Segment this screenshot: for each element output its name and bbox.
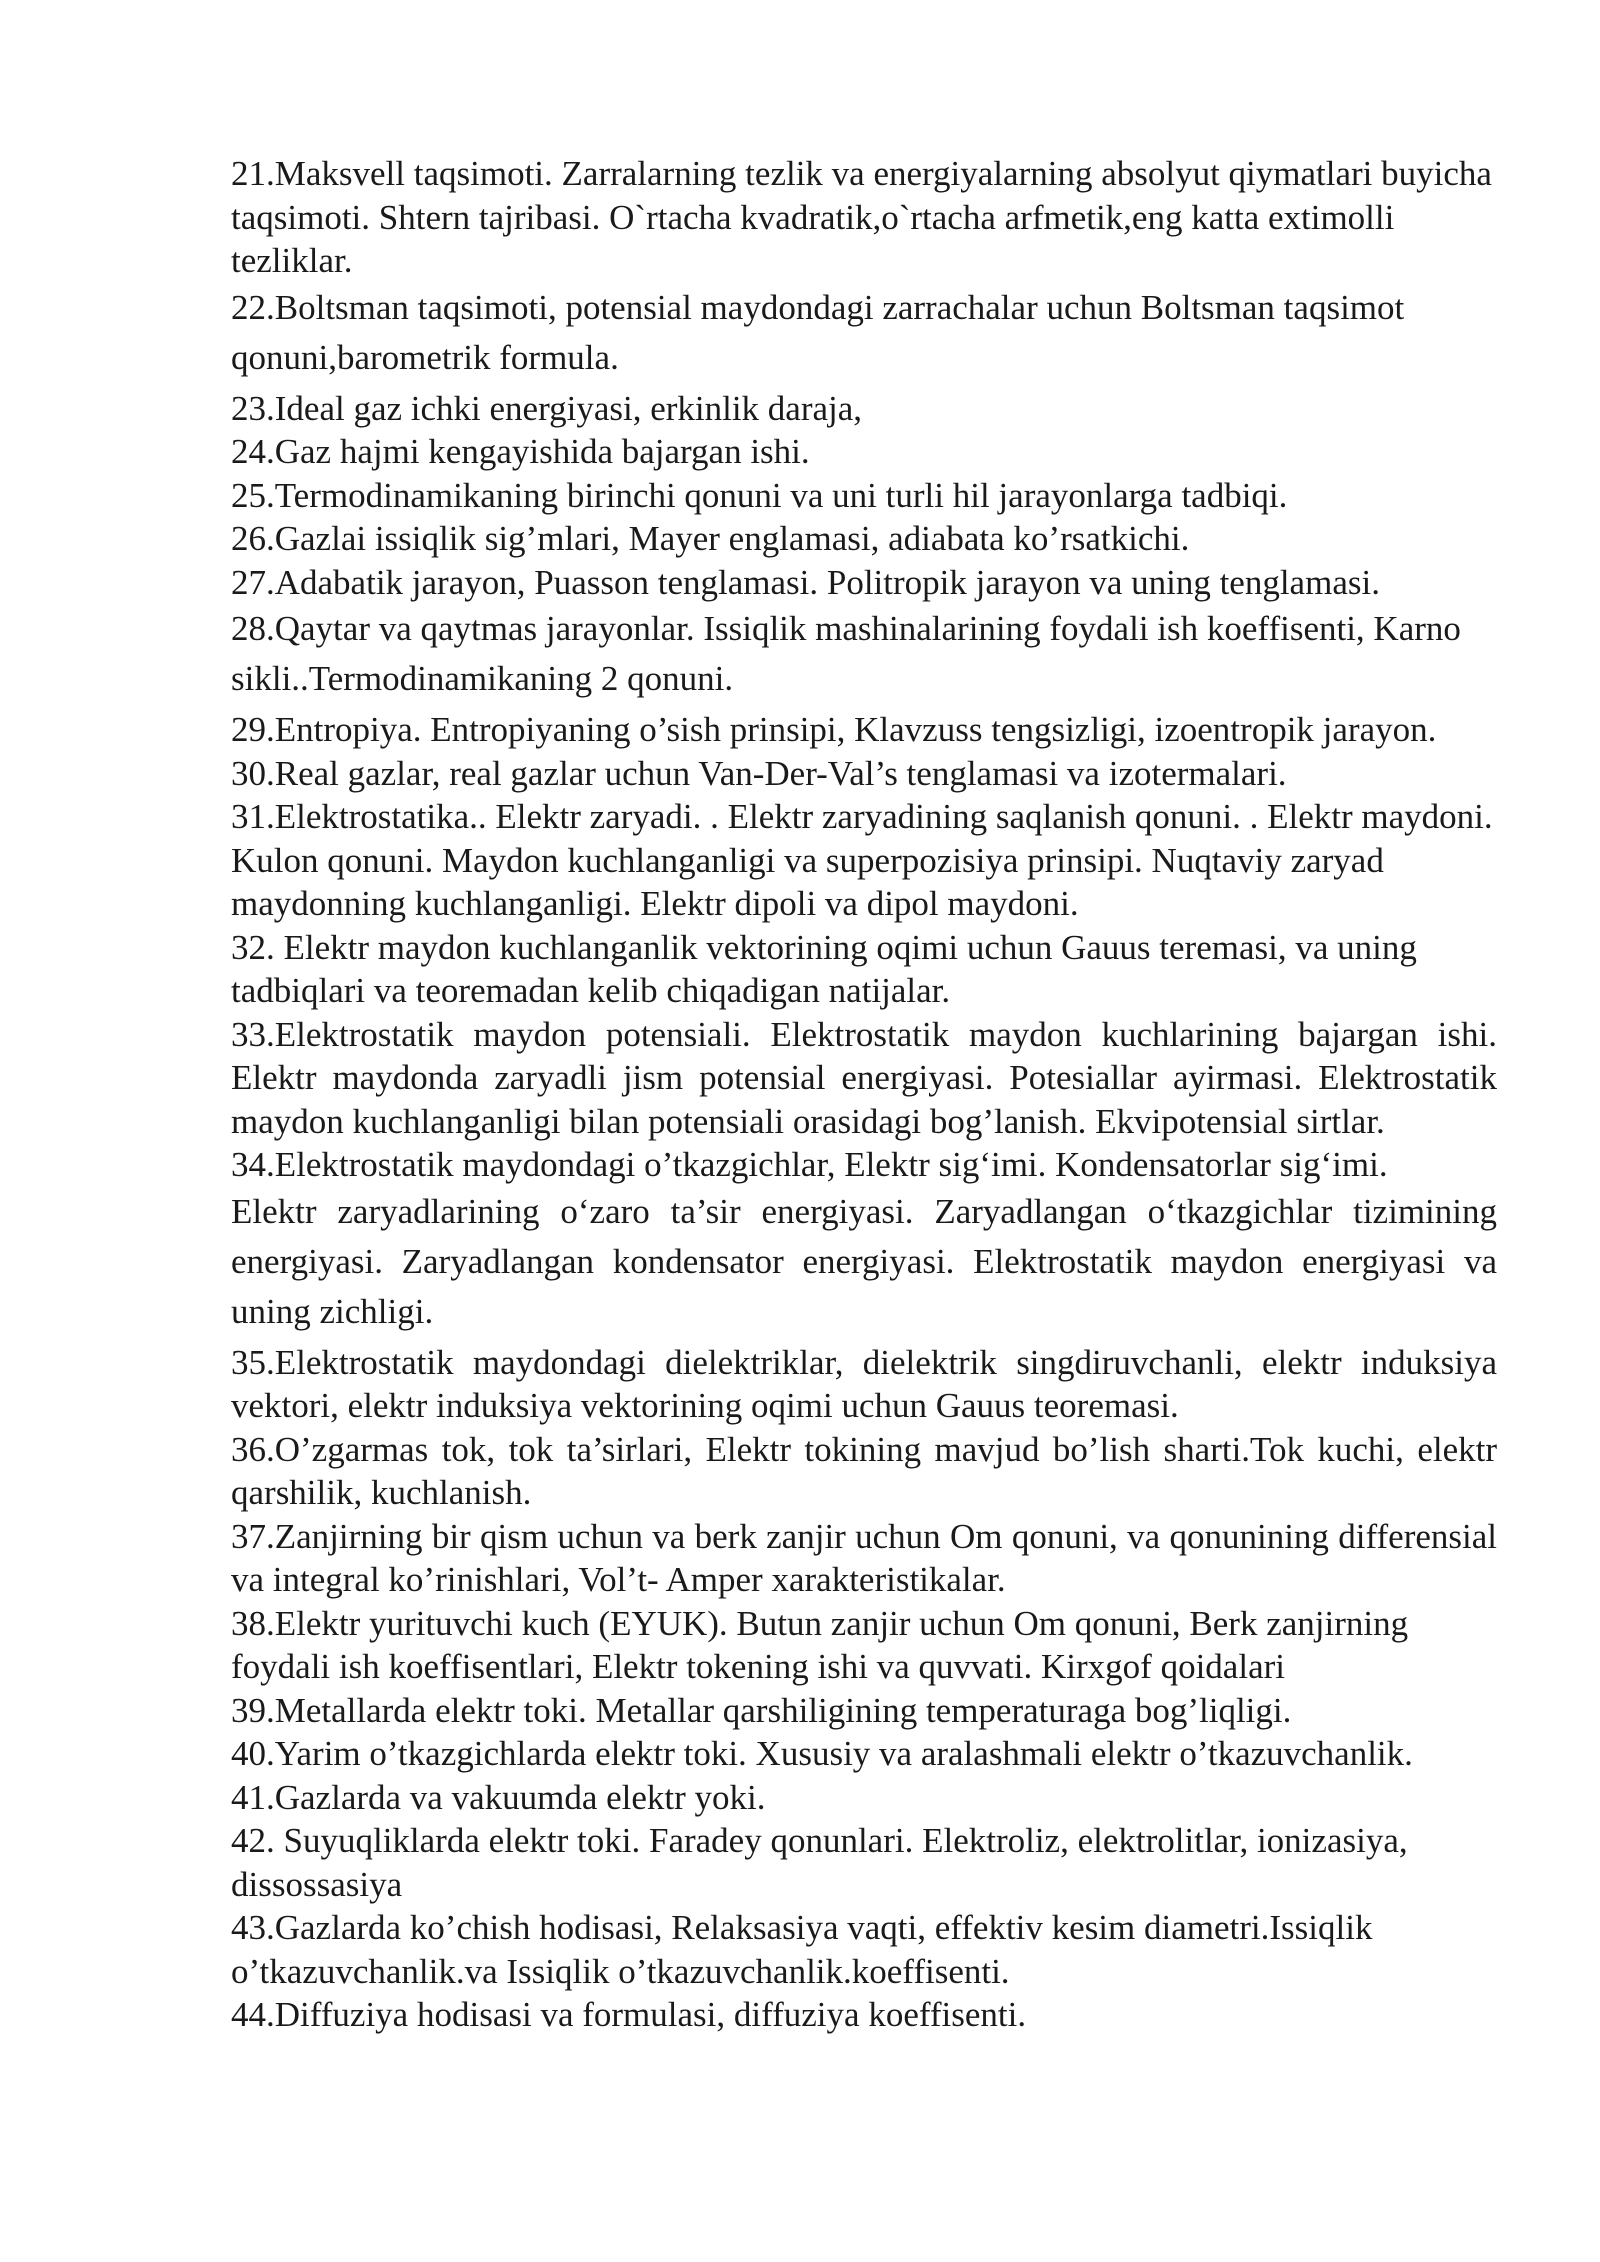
list-item: 23.Ideal gaz ichki energiyasi, erkinlik daraja, bbox=[231, 388, 863, 428]
list-item: 33.Elektrostatik maydon potensiali. Elektrostatik maydon kuchlarining bajargan ishi. Elektr maydonda zaryadli jism potensial energiyasi. Potesiallar ayirmasi. Elektrostatik maydon kuchlanganligi bilan potensiali orasidagi bog’lanish. Ekvipotensial sirtlar. bbox=[231, 1014, 1497, 1141]
list-item: 35.Elektrostatik maydondagi dielektriklar, dielektrik singdiruvchanli, elektr induksiya vektori, elektr induksiya vektorining oqimi uchun Gauus teoremasi. bbox=[231, 1342, 1497, 1425]
list-item: 27.Adabatik jarayon, Puasson tenglamasi. Politropik jarayon va uning tenglamasi. bbox=[231, 562, 1380, 602]
list-item: 39.Metallarda elektr toki. Metallar qarshiligining temperaturaga bog’liqligi. bbox=[231, 1690, 1292, 1730]
list-item: 34.Elektrostatik maydondagi o’tkazgichlar, Elektr sig‘imi. Kondensatorlar sig‘imi. bbox=[231, 1145, 1388, 1184]
list-item: 31.Elektrostatika.. Elektr zaryadi. . Elektr zaryadining saqlanish qonuni. . Elektr maydoni. Kulon qonuni. Maydon kuchlanganligi va superpozisiya prinsipi. Nuqtaviy zaryad maydonning kuchlanganligi. Elektr dipoli va dipol maydoni. bbox=[231, 797, 1493, 923]
list-item: 38.Elektr yurituvchi kuch (EYUK). Butun zanjir uchun Om qonuni, Berk zanjirning foydali ish koeffisentlari, Elektr tokening ishi va quvvati. Kirxgof qoidalari bbox=[231, 1603, 1409, 1686]
list-item: 21.Maksvell taqsimoti. Zarralarning tezlik va energiyalarning absolyut qiymatlari buyicha taqsimoti. Shtern tajribasi. O`rtacha kvadratik,o`rtacha arfmetik,eng katta extimolli tezliklar. bbox=[231, 154, 1492, 280]
list-item: 32. Elektr maydon kuchlanganlik vektorining oqimi uchun Gauus teremasi, va uning tadbiqlari va teoremadan kelib chiqadigan natijalar. bbox=[231, 927, 1417, 1010]
list-item: 41.Gazlarda va vakuumda elektr yoki. bbox=[231, 1777, 766, 1817]
list-item: 22.Boltsman taqsimoti, potensial maydondagi zarrachalar uchun Boltsman taqsimot qonuni,barometrik formula. bbox=[231, 287, 1405, 377]
list-item: 24.Gaz hajmi kengayishida bajargan ishi. bbox=[231, 432, 810, 471]
list-item: 30.Real gazlar, real gazlar uchun Van-Der-Val’s tenglamasi va izotermalari. bbox=[231, 753, 1287, 793]
list-item: 36.O’zgarmas tok, tok ta’sirlari, Elektr tokining mavjud bo’lish sharti.Tok kuchi, elektr qarshilik, kuchlanish. bbox=[231, 1429, 1497, 1512]
list-item: 26.Gazlai issiqlik sig’mlari, Mayer englamasi, adiabata ko’rsatkichi. bbox=[231, 519, 1190, 558]
list-item: 44.Diffuziya hodisasi va formulasi, diffuziya koeffisenti. bbox=[231, 1995, 1027, 2034]
list-item: 29.Entropiya. Entropiyaning o’sish prinsipi, Klavzuss tengsizligi, izoentropik jarayon. bbox=[231, 710, 1437, 749]
list-item: 25.Termodinamikaning birinchi qonuni va uni turli hil jarayonlarga tadbiqi. bbox=[231, 475, 1288, 515]
document-body bbox=[231, 152, 1497, 2037]
list-item: Elektr zaryadlarining o‘zaro ta’sir energiyasi. Zaryadlangan o‘tkazgichlar tizimining energiyasi. Zaryadlangan kondensator energiyasi. Elektrostatik maydon energiyasi va uning zichligi. bbox=[231, 1191, 1497, 1331]
list-item: 43.Gazlarda ko’chish hodisasi, Relaksasiya vaqti, effektiv kesim diametri.Issiqlik o’tkazuvchanlik.va Issiqlik o’tkazuvchanlik.koeffisenti. bbox=[231, 1908, 1373, 1991]
list-item: 28.Qaytar va qaytmas jarayonlar. Issiqlik mashinalarining foydali ish koeffisenti, Karno sikli..Termodinamikaning 2 qonuni. bbox=[231, 609, 1461, 698]
list-item: 37.Zanjirning bir qism uchun va berk zanjir uchun Om qonuni, va qonunining differensial va integral ko’rinishlari, Vol’t- Amper xarakteristikalar. bbox=[231, 1516, 1497, 1599]
list-item: 42. Suyuqliklarda elektr toki. Faradey qonunlari. Elektroliz, elektrolitlar, ionizasiya, dissossasiya bbox=[231, 1821, 1408, 1904]
list-item: 40.Yarim o’tkazgichlarda elektr toki. Xususiy va aralashmali elektr o’tkazuvchanlik. bbox=[231, 1734, 1413, 1773]
